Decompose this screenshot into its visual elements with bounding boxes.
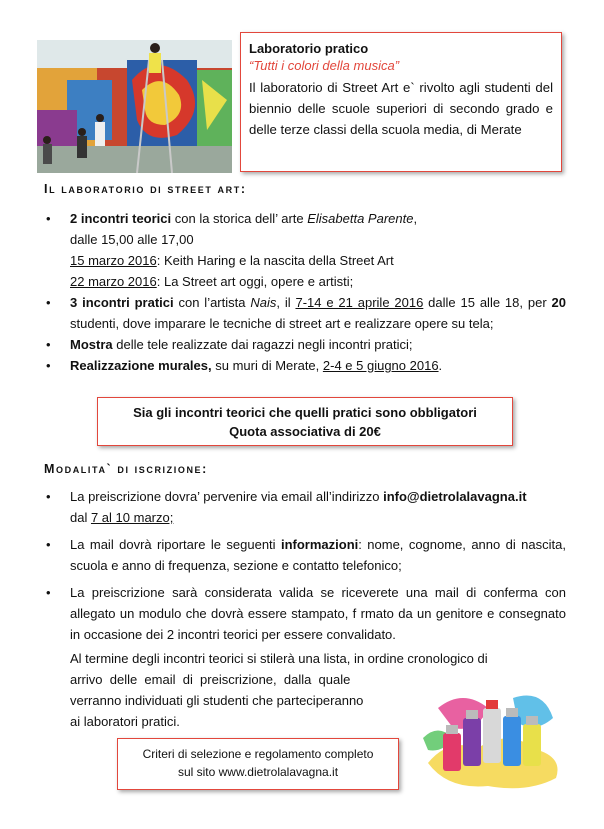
list-item-paragraph: Al termine degli incontri teorici si stilerà una lista, in ordine cronologico di arrivo delle email di preiscrizione, dalla quale verranno individuati gli studenti che parteciperanno ai laboratori pratici. [70,651,488,729]
email-link[interactable]: info@dietrolalavagna.it [383,489,527,504]
list-item: • La mail dovrà riportare le seguenti informazioni: nome, cognome, anno di nascita, scuola e anno di frequenza, sezione e contatto telefonico; [44,534,566,576]
notice-line-1: Sia gli incontri teorici che quelli pratici sono obbligatori [133,405,477,420]
street-art-mural-photo [37,40,232,173]
list-item: • 2 incontri teorici con la storica dell’ arte Elisabetta Parente, dalle 15,00 alle 17,00 15 marzo 2016: Keith Haring e la nascita della Street Art 22 marzo 2016: La Street art oggi, opere e artisti; [44,208,566,292]
intro-subtitle: “Tutti i colori della musica” [249,58,400,73]
intro-box [240,32,562,172]
criteria-line-1: Criteri di selezione e regolamento completo [142,747,374,761]
bullet-icon: • [46,489,51,504]
mandatory-notice-box [97,397,513,446]
laboratorio-list [44,208,566,376]
bullet-icon: • [46,585,51,600]
bullet-icon: • [46,537,51,552]
list-item: • La preiscrizione sarà considerata valida se riceverete una mail di conferma con allegato un modulo che dovrà essere stampato, f rmato da un genitore e consegnato in occasione dei 2 incontri teorici per essere convalidato. Al termine degli incontri teorici si stilerà una lista, in ordine cronologico di arrivo delle email di preiscrizione, dalla quale verranno individuati gli studenti che parteciperanno ai laboratori pratici. [44,582,566,732]
spray-cans-paint-splash [418,678,568,793]
list-item: • Realizzazione murales, su muri di Merate, 2-4 e 5 giugno 2016. [44,355,566,376]
criteria-box [117,738,399,790]
section-title-laboratorio: Il laboratorio di street art: [44,182,247,196]
intro-body: Il laboratorio di Street Art e` rivolto agli studenti del biennio delle scuole superiori di secondo grado e delle terze classi della scuola media, di Merate [249,80,553,137]
list-item: • Mostra delle tele realizzate dai ragazzi negli incontri pratici; [44,334,566,355]
section-title-iscrizione: Modalita` di iscrizione: [44,462,208,476]
list-item: • 3 incontri pratici con l’artista Nais, il 7-14 e 21 aprile 2016 dalle 15 alle 18, per 20 studenti, dove imparare le tecniche di street art e realizzare opere su tela; [44,292,566,334]
bullet-icon: • [46,211,51,226]
list-item: • La preiscrizione dovra’ pervenire via email all’indirizzo info@dietrolalavagna.it dal 7 al 10 marzo; [44,486,566,528]
intro-title: Laboratorio pratico [249,41,369,56]
bullet-icon: • [46,295,51,310]
notice-line-2: Quota associativa di 20€ [229,424,381,439]
criteria-line-2: sul sito www.dietrolalavagna.it [177,765,339,779]
bullet-icon: • [46,358,51,373]
bullet-icon: • [46,337,51,352]
